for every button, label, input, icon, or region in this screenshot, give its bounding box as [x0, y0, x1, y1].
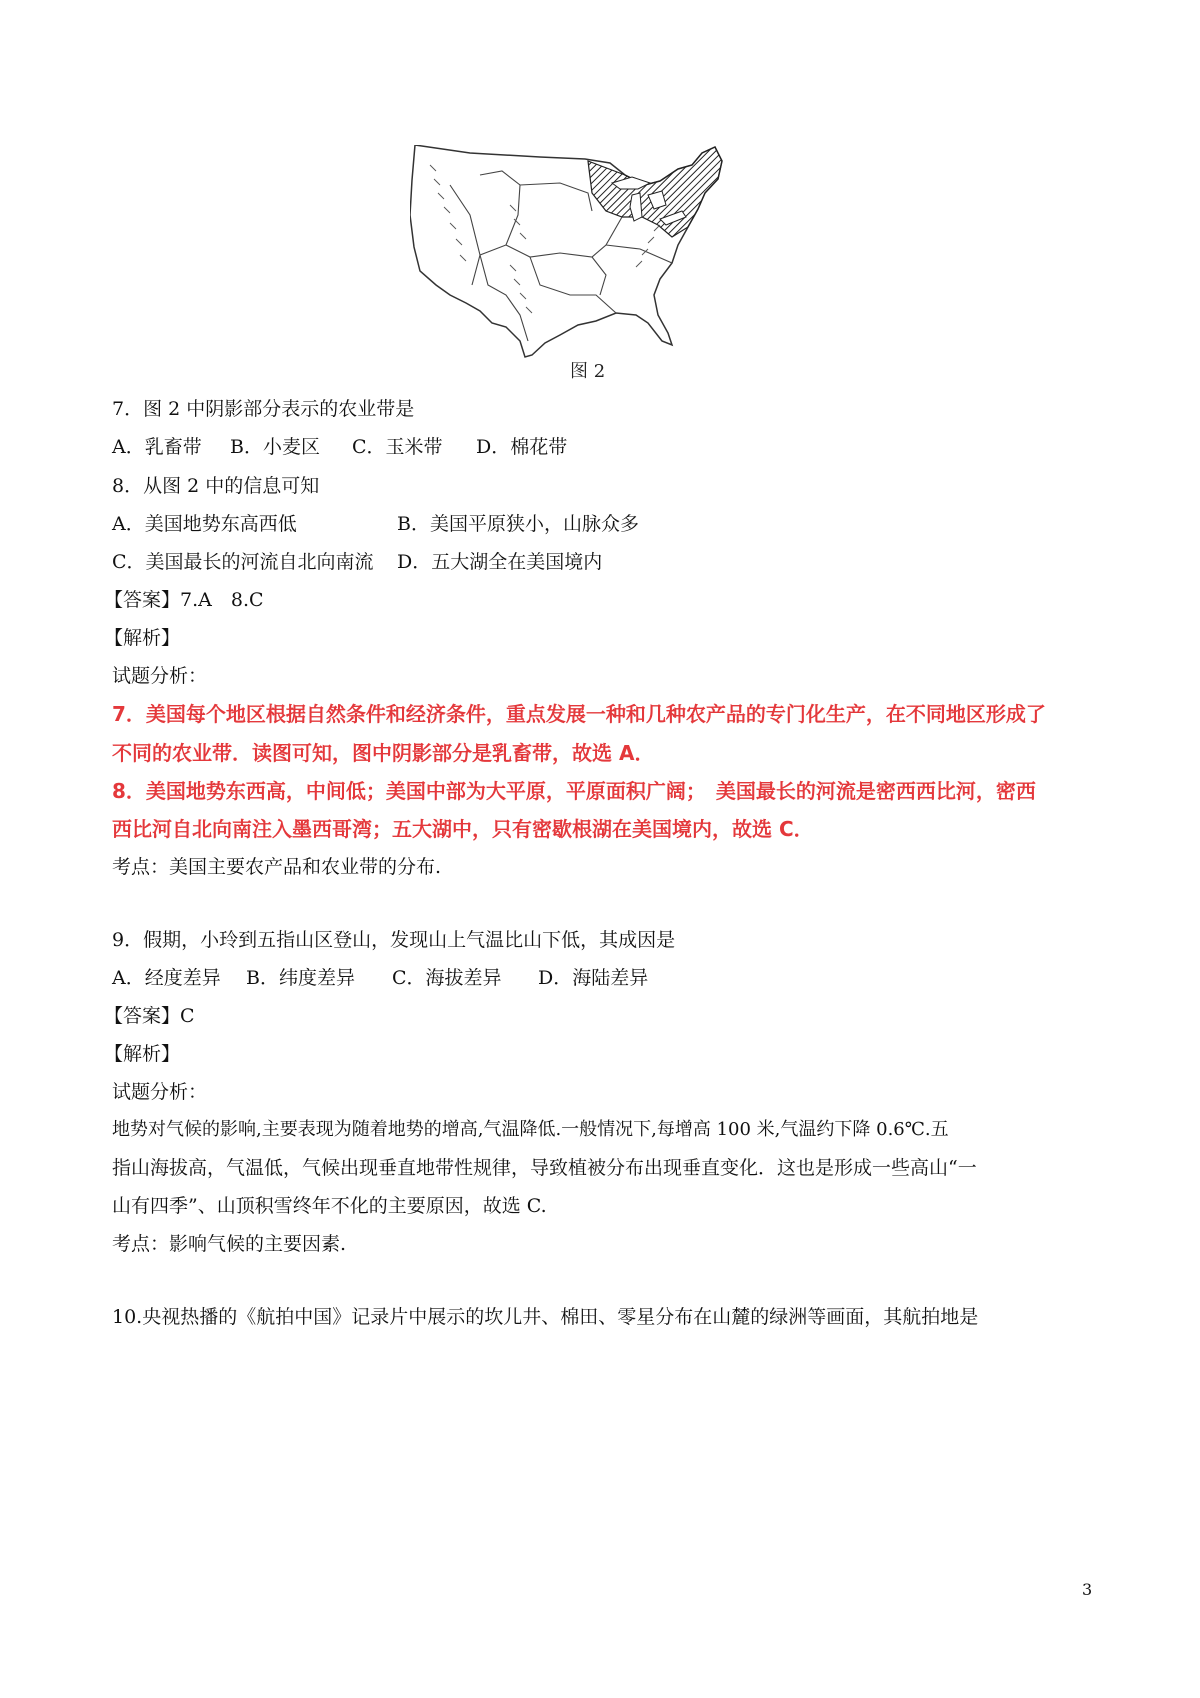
q9-option-b: B．纬度差异: [246, 967, 355, 989]
q7-options: [112, 433, 567, 461]
q7-option-c: C．玉米带: [352, 436, 443, 458]
q9-option-d: D．海陆差异: [538, 967, 649, 989]
q9-explanation-line2: 指山海拔高，气温低，气候出现垂直地带性规律，导致植被分布出现垂直变化．这也是形成一些高山“一: [112, 1157, 977, 1179]
q7-explanation-line2: 不同的农业带．读图可知，图中阴影部分是乳畜带，故选 A．: [112, 741, 655, 765]
q7-option-b: B．小麦区: [230, 436, 320, 458]
q7-explanation-line1: 7．美国每个地区根据自然条件和经济条件，重点发展一种和几种农产品的专门化生产，在不同地区形成了: [112, 702, 1046, 726]
q8-options-row2: [112, 548, 602, 576]
q8-option-d: D．五大湖全在美国境内: [397, 551, 603, 573]
page-number: 3: [1082, 1580, 1093, 1599]
q10-question: 10.央视热播的《航拍中国》记录片中展示的坎儿井、棉田、零星分布在山麓的绿洲等画面，其航拍地是: [112, 1306, 979, 1328]
q9-explanation-line1: 地势对气候的影响,主要表现为随着地势的增高,气温降低.一般情况下,每增高 100 米,气温约下降 0.6℃.五: [112, 1119, 949, 1140]
q9-kaodian: 考点：影响气候的主要因素.: [112, 1233, 347, 1255]
q8-options-row1: [112, 510, 639, 538]
q9-question: 9．假期，小玲到五指山区登山，发现山上气温比山下低，其成因是: [112, 929, 676, 951]
q9-answer: 【答案】C: [104, 1005, 195, 1027]
q8-explanation-line1: 8．美国地势东西高，中间低；美国中部为大平原，平原面积广阔； 美国最长的河流是密西西比河，密西: [112, 779, 1036, 803]
q9-option-a: A．经度差异: [112, 967, 221, 989]
q9-explanation-line3: 山有四季”、山顶积雪终年不化的主要原因，故选 C.: [112, 1195, 547, 1217]
q8-option-c: C．美国最长的河流自北向南流: [112, 551, 374, 573]
us-map-image: [410, 145, 790, 415]
q9-options: [112, 964, 648, 992]
q9-analysis-label: 试题分析：: [112, 1081, 208, 1103]
q78-jiexi-label: 【解析】: [104, 627, 181, 649]
figure-caption: 图 2: [570, 361, 606, 382]
q8-explanation-line2: 西比河自北向南注入墨西哥湾；五大湖中，只有密歇根湖在美国境内，故选 C．: [112, 817, 814, 841]
q7-question: 7．图 2 中阴影部分表示的农业带是: [112, 398, 415, 420]
q78-answer: 【答案】7.A 8.C: [104, 589, 264, 611]
q7-option-a: A．乳畜带: [112, 436, 202, 458]
q9-jiexi-label: 【解析】: [104, 1043, 181, 1065]
q78-analysis-label: 试题分析：: [112, 665, 208, 687]
q8-question: 8．从图 2 中的信息可知: [112, 475, 320, 497]
q8-option-b: B．美国平原狭小，山脉众多: [397, 513, 639, 535]
q78-kaodian: 考点：美国主要农产品和农业带的分布.: [112, 856, 442, 878]
q7-option-d: D．棉花带: [476, 436, 568, 458]
q9-option-c: C．海拔差异: [392, 967, 502, 989]
us-map-figure: [410, 145, 790, 415]
q8-option-a: A．美国地势东高西低: [112, 513, 297, 535]
